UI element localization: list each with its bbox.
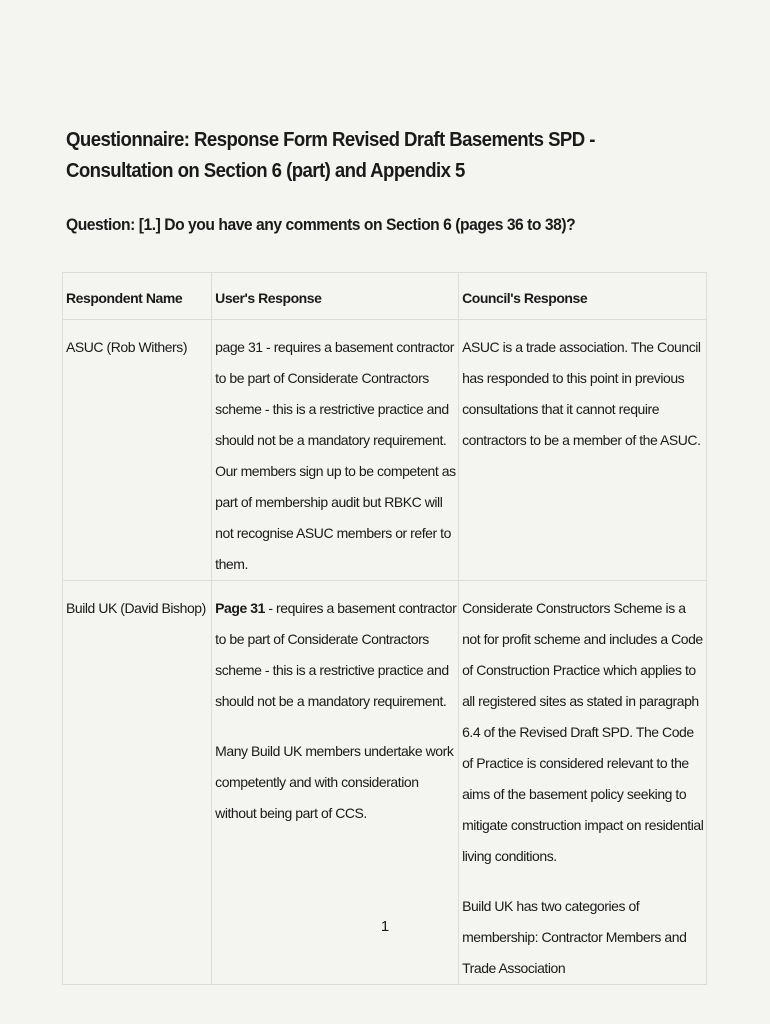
council-response-cell (459, 320, 707, 581)
respondent-name: ASUC (Rob Withers) (66, 339, 188, 355)
user-response-paragraph-2: Many Build UK members undertake work competently and with consideration without being part of CCS. (215, 743, 454, 821)
council-response-paragraph-2: Build UK has two categories of membership: Contractor Members and Trade Association (462, 898, 687, 976)
user-response-paragraph (215, 593, 458, 717)
table-row (63, 320, 707, 581)
respondent-name-cell (63, 320, 212, 581)
page-number: 1 (380, 918, 390, 935)
respondent-name: Build UK (David Bishop) (66, 600, 206, 616)
user-response-cell (212, 320, 459, 581)
responses-table (62, 272, 707, 985)
header-users-response: User's Response (212, 273, 459, 320)
question-heading: Question: [1.] Do you have any comments on Section 6 (pages 36 to 38)? (66, 215, 576, 234)
user-response: page 31 - requires a basement contractor to be part of Considerate Contractors scheme - this is a restrictive practice and should not be a mandatory requirement. Our members sign up to be competent as part of membership audit but RBKC will not recognise ASUC members or refer to them. (215, 339, 456, 572)
user-response-text: - requires a basement contractor to be part of Considerate Contractors scheme - this is a restrictive practice and should not be a mandatory requirement. (215, 600, 457, 709)
user-response (212, 581, 458, 829)
table-header-row (63, 273, 707, 320)
council-response-paragraph: Considerate Constructors Scheme is a not for profit scheme and includes a Code of Construction Practice which applies to all registered sites as stated in paragraph 6.4 of the Revised Draft SPD. The Code of Practice is considered relevant to the aims of the basement policy seeking to mitigate construction impact on residential living conditions. (462, 600, 704, 864)
document-title: Questionnaire: Response Form Revised Draft Basements SPD - Consultation on Section 6 (part) and Appendix 5 (66, 129, 595, 182)
header-councils-response: Council's Response (459, 273, 707, 320)
council-response: ASUC is a trade association. The Council has responded to this point in previous consultations that it cannot require contractors to be a member of the ASUC. (462, 339, 701, 448)
header-respondent-name: Respondent Name (63, 273, 212, 320)
page-reference: Page 31 (215, 600, 265, 616)
